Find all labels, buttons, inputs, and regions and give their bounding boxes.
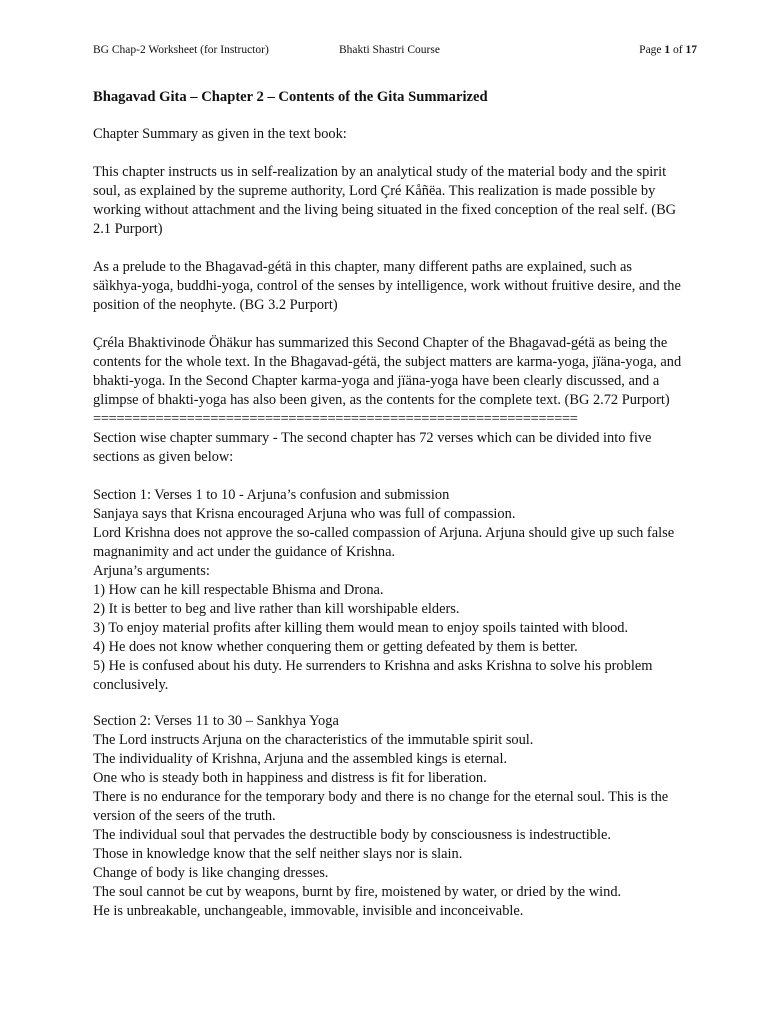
section-2-line: There is no endurance for the temporary body and there is no change for the eternal soul. This is the version of the seers of the truth. [93,789,669,824]
separator-line: ============================================================== [93,411,578,427]
section-1-line: 3) To enjoy material profits after killing them would mean to enjoy spoils tainted with blood. [93,620,629,636]
page-header [93,44,697,60]
document-title: Bhagavad Gita – Chapter 2 – Contents of the Gita Summarized [93,89,488,105]
section-1-line: 4) He does not know whether conquering them or getting defeated by them is better. [93,639,578,655]
section-1-line: Arjuna’s arguments: [93,563,210,579]
summary-paragraph-3: Çréla Bhaktivinode Öhäkur has summarized this Second Chapter of the Bhagavad-gétä as being the contents for the whole text. In the Bhagavad-gétä, the subject matters are karma-yoga, jïäna-yoga, and bhakti-yoga. In the Second Chapter karma-yoga and jïäna-yoga have been clearly discussed, and a glimpse of bhakti-yoga has also been given, as the contents for the complete text. (BG 2.72 Purport) [93,335,682,408]
section-1-line: 5) He is confused about his duty. He surrenders to Krishna and asks Krishna to solve his problem conclusively. [93,658,653,693]
section-2-line: The Lord instructs Arjuna on the characteristics of the immutable spirit soul. [93,732,534,748]
section-2-line: The individuality of Krishna, Arjuna and the assembled kings is eternal. [93,751,508,767]
section-2-line: The individual soul that pervades the destructible body by consciousness is indestructible. [93,827,611,843]
document-body [93,88,683,921]
section-1-line: 1) How can he kill respectable Bhisma and Drona. [93,582,384,598]
section-2-line: Those in knowledge know that the self neither slays nor is slain. [93,846,463,862]
section-2-heading: Section 2: Verses 11 to 30 – Sankhya Yoga [93,713,339,729]
section-intro: Section wise chapter summary - The second chapter has 72 verses which can be divided into five sections as given below: [93,430,652,465]
section-2-line: He is unbreakable, unchangeable, immovable, invisible and inconceivable. [93,903,524,919]
section-2-line: One who is steady both in happiness and distress is fit for liberation. [93,770,487,786]
summary-paragraph-1: This chapter instructs us in self-realization by an analytical study of the material body and the spirit soul, as explained by the supreme authority, Lord Çré Kåñëa. This realization is made possible by working without attachment and the living being situated in the fixed conception of the real self. (BG 2.1 Purport) [93,164,677,237]
header-page-number: Page 1 of 17 [639,44,697,56]
section-2-line: The soul cannot be cut by weapons, burnt by fire, moistened by water, or dried by the wind. [93,884,622,900]
section-1-line: 2) It is better to beg and live rather than kill worshipable elders. [93,601,460,617]
intro-line: Chapter Summary as given in the text book: [93,126,347,142]
section-1-line: Lord Krishna does not approve the so-called compassion of Arjuna. Arjuna should give up such false magnanimity and act under the guidance of Krishna. [93,525,675,560]
section-spacer [93,695,683,712]
summary-paragraph-2: As a prelude to the Bhagavad-gétä in this chapter, many different paths are explained, such as säìkhya-yoga, buddhi-yoga, control of the senses by intelligence, work without fruitive desire, and the position of the neophyte. (BG 3.2 Purport) [93,259,681,313]
header-doc-title: BG Chap-2 Worksheet (for Instructor) [93,44,269,56]
header-course-name: Bhakti Shastri Course [339,44,440,56]
section-1-line: Sanjaya says that Krisna encouraged Arjuna who was full of compassion. [93,506,516,522]
section-1-heading: Section 1: Verses 1 to 10 - Arjuna’s confusion and submission [93,487,450,503]
section-2-line: Change of body is like changing dresses. [93,865,329,881]
